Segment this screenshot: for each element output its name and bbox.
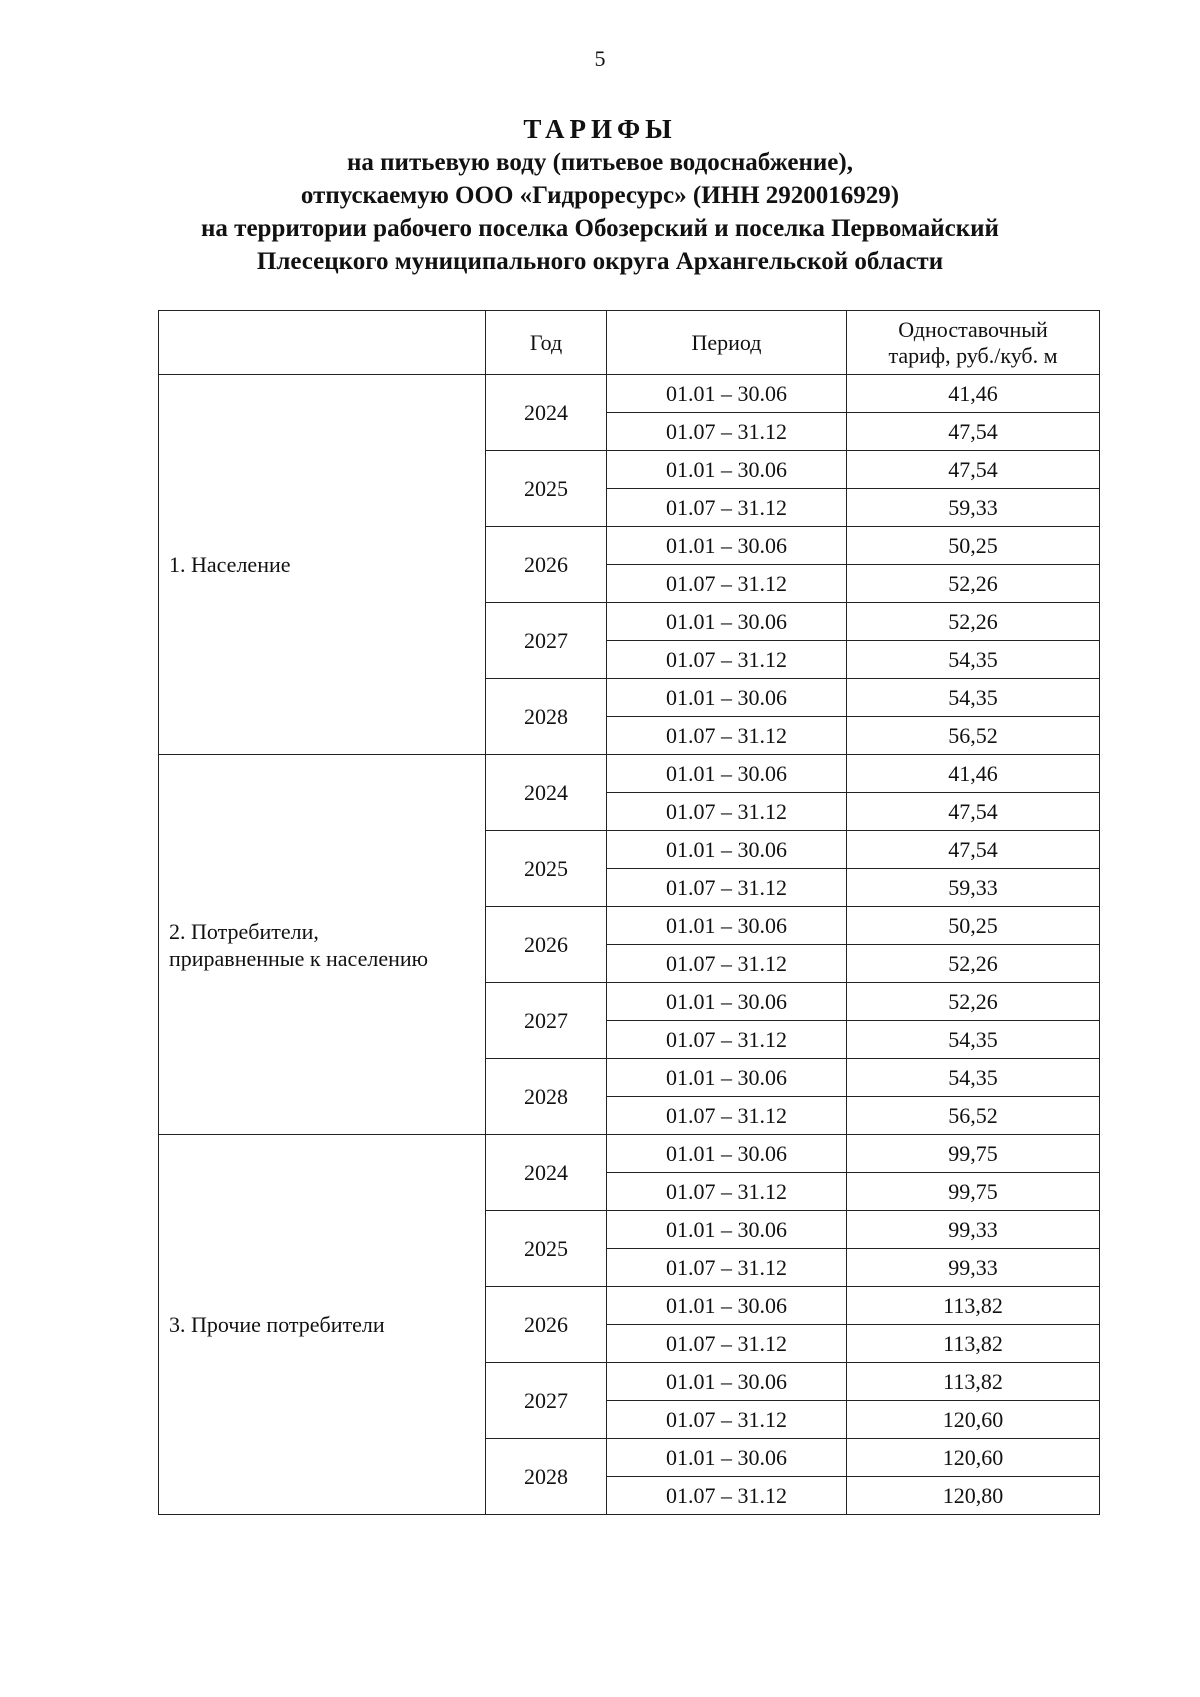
title-line: отпускаемую ООО «Гидроресурс» (ИНН 2920016929)	[300, 182, 900, 209]
tariff-cell: 50,25	[847, 907, 1100, 945]
period-cell: 01.07 – 31.12	[607, 1401, 847, 1439]
tariff-cell: 113,82	[847, 1363, 1100, 1401]
tariff-cell: 52,26	[847, 945, 1100, 983]
document-title	[0, 112, 1200, 278]
tariff-cell: 99,75	[847, 1173, 1100, 1211]
period-cell: 01.07 – 31.12	[607, 1477, 847, 1515]
header-tariff-line2: тариф, руб./куб. м	[888, 342, 1058, 368]
year-cell: 2024	[486, 1135, 607, 1211]
year-cell: 2028	[486, 1439, 607, 1515]
period-cell: 01.07 – 31.12	[607, 565, 847, 603]
category-label: 3. Прочие потребители	[169, 1312, 385, 1337]
tariff-cell: 113,82	[847, 1325, 1100, 1363]
table-row	[159, 1135, 1100, 1173]
category-cell	[159, 1135, 486, 1515]
tariff-cell: 54,35	[847, 1021, 1100, 1059]
year-cell: 2025	[486, 1211, 607, 1287]
table-row	[159, 375, 1100, 413]
tariff-cell: 52,26	[847, 603, 1100, 641]
category-cell	[159, 375, 486, 755]
period-cell: 01.01 – 30.06	[607, 679, 847, 717]
tariff-cell: 120,60	[847, 1401, 1100, 1439]
year-cell: 2028	[486, 679, 607, 755]
period-cell: 01.07 – 31.12	[607, 945, 847, 983]
table-body	[159, 375, 1100, 1515]
title-line: Плесецкого муниципального округа Архангельской области	[256, 248, 944, 275]
tariff-cell: 47,54	[847, 413, 1100, 451]
tariff-cell: 54,35	[847, 1059, 1100, 1097]
period-cell: 01.07 – 31.12	[607, 413, 847, 451]
period-cell: 01.01 – 30.06	[607, 755, 847, 793]
year-cell: 2025	[486, 831, 607, 907]
period-cell: 01.01 – 30.06	[607, 603, 847, 641]
header-period: Период	[607, 311, 847, 375]
tariff-cell: 54,35	[847, 679, 1100, 717]
title-line: на питьевую воду (питьевое водоснабжение),	[347, 149, 853, 176]
tariff-cell: 99,33	[847, 1249, 1100, 1287]
period-cell: 01.07 – 31.12	[607, 1249, 847, 1287]
tariff-cell: 47,54	[847, 793, 1100, 831]
category-label: 1. Население	[169, 552, 291, 577]
period-cell: 01.01 – 30.06	[607, 1439, 847, 1477]
year-cell: 2026	[486, 907, 607, 983]
category-cell	[159, 755, 486, 1135]
period-cell: 01.01 – 30.06	[607, 451, 847, 489]
period-cell: 01.01 – 30.06	[607, 1135, 847, 1173]
header-category	[159, 311, 486, 375]
title-line: на территории рабочего поселка Обозерский и поселка Первомайский	[201, 215, 999, 242]
tariff-cell: 59,33	[847, 869, 1100, 907]
tariff-cell: 113,82	[847, 1287, 1100, 1325]
period-cell: 01.07 – 31.12	[607, 1097, 847, 1135]
period-cell: 01.01 – 30.06	[607, 1211, 847, 1249]
year-cell: 2025	[486, 451, 607, 527]
period-cell: 01.07 – 31.12	[607, 1173, 847, 1211]
tariff-cell: 52,26	[847, 565, 1100, 603]
period-cell: 01.07 – 31.12	[607, 1325, 847, 1363]
title-main: ТАРИФЫ	[523, 114, 677, 144]
period-cell: 01.01 – 30.06	[607, 831, 847, 869]
tariff-cell: 47,54	[847, 831, 1100, 869]
table-header-row	[159, 311, 1100, 375]
category-label: 2. Потребители,	[169, 918, 319, 944]
header-year: Год	[486, 311, 607, 375]
period-cell: 01.01 – 30.06	[607, 1363, 847, 1401]
year-cell: 2024	[486, 755, 607, 831]
period-cell: 01.07 – 31.12	[607, 717, 847, 755]
category-label-line2: приравненные к населению	[169, 945, 429, 971]
tariff-cell: 99,33	[847, 1211, 1100, 1249]
tariff-cell: 120,60	[847, 1439, 1100, 1477]
period-cell: 01.01 – 30.06	[607, 1059, 847, 1097]
tariff-cell: 50,25	[847, 527, 1100, 565]
tariff-cell: 56,52	[847, 717, 1100, 755]
tariff-cell: 54,35	[847, 641, 1100, 679]
page-number: 5	[594, 46, 606, 71]
year-cell: 2026	[486, 1287, 607, 1363]
period-cell: 01.07 – 31.12	[607, 793, 847, 831]
table-row	[159, 755, 1100, 793]
period-cell: 01.01 – 30.06	[607, 983, 847, 1021]
tariff-cell: 59,33	[847, 489, 1100, 527]
year-cell: 2027	[486, 983, 607, 1059]
year-cell: 2028	[486, 1059, 607, 1135]
period-cell: 01.01 – 30.06	[607, 1287, 847, 1325]
tariff-cell: 47,54	[847, 451, 1100, 489]
period-cell: 01.01 – 30.06	[607, 907, 847, 945]
period-cell: 01.07 – 31.12	[607, 869, 847, 907]
period-cell: 01.01 – 30.06	[607, 375, 847, 413]
period-cell: 01.07 – 31.12	[607, 641, 847, 679]
header-tariff-line1: Одноставочный	[898, 316, 1048, 342]
tariff-cell: 99,75	[847, 1135, 1100, 1173]
period-cell: 01.07 – 31.12	[607, 489, 847, 527]
year-cell: 2026	[486, 527, 607, 603]
tariff-cell: 41,46	[847, 755, 1100, 793]
tariff-cell: 52,26	[847, 983, 1100, 1021]
period-cell: 01.01 – 30.06	[607, 527, 847, 565]
tariff-table	[158, 310, 1100, 1515]
year-cell: 2027	[486, 1363, 607, 1439]
period-cell: 01.07 – 31.12	[607, 1021, 847, 1059]
tariff-cell: 120,80	[847, 1477, 1100, 1515]
header-tariff	[847, 311, 1100, 375]
tariff-cell: 56,52	[847, 1097, 1100, 1135]
year-cell: 2024	[486, 375, 607, 451]
year-cell: 2027	[486, 603, 607, 679]
tariff-cell: 41,46	[847, 375, 1100, 413]
